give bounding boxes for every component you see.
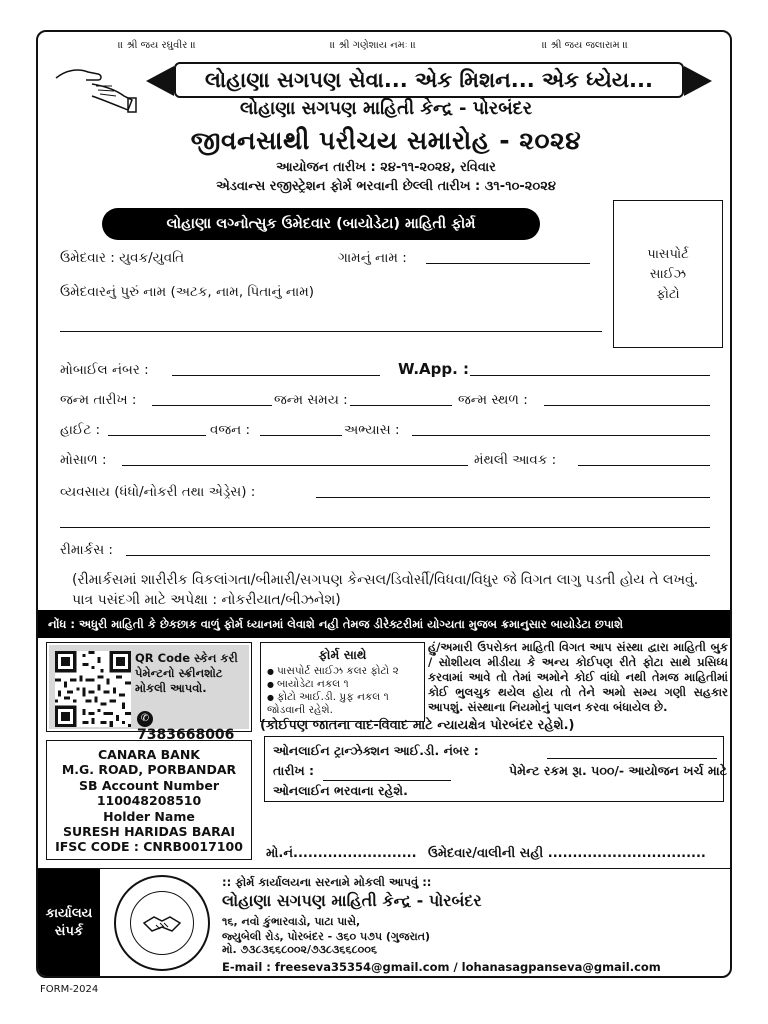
candidate-label: ઉમેદવાર : યુવક/યુવતિ [60,250,185,266]
village-field[interactable] [426,262,590,264]
whatsapp-number[interactable]: ✆7383668006 [137,713,235,743]
banner-ribbon-right [684,66,712,96]
mission-banner [146,62,716,100]
birth-place-field[interactable] [544,404,710,406]
bank-branch: M.G. ROAD, PORBANDAR [61,762,237,778]
qr-code-icon[interactable] [55,651,131,727]
event-title: જીવનસાથી પરીચય સમારોહ - ૨૦૨૪ [190,126,582,155]
documents-box [260,642,425,722]
account-number: 110048208510 [96,793,202,809]
full-name-label: ઉમેદવારનું પુરું નામ (અટક, નામ, પિતાનું નામ) [60,284,315,300]
blessing-center: ॥ શ્રી ગણેશાય નમઃ ॥ [330,40,417,51]
declaration-text: હું/અમારી ઉપરોક્ત માહિતી વિગત આપ સંસ્થા દ્વારા માહિતી બુક / સોશીયલ મીડીયા કે અન્ય કોઈપણ રીતે ફોટા સાથે પ્રસિધ્ધ કરવામાં આવે તો તેમાં અમોને કોઈ વાંધો નથી તેમજ માહિતીમાં કોઈ ભુલચુક થયેલ હોય તો તેને અમો સમ્ય ગણી સહકાર આપશું. સંસ્થાના નિયમોનું પાલન કરવા બંધાયેલ છે. [428,640,728,714]
remarks-label: રીમાર્કસ : [60,542,113,558]
transaction-date-field[interactable] [323,779,451,781]
organization-name: લોહાણા સગપણ માહિતી કેન્દ્ર - પોરબંદર [239,98,533,119]
wapp-label: W.App. : [398,360,470,378]
holder-label: Holder Name [103,808,195,824]
office-contact-footer [38,868,732,978]
transaction-box [264,736,728,802]
birth-date-label: જન્મ તારીખ : [60,392,137,408]
remarks-field[interactable] [126,554,710,556]
photo-label-1: પાસપોર્ટ [647,247,689,262]
photo-label-2: સાઈઝ [649,267,687,282]
income-field[interactable] [578,464,710,466]
birth-time-field[interactable] [350,404,452,406]
event-date: આયોજન તારીખ : ૨૪-૧૧-૨૦૨૪, રવિવાર [276,160,496,175]
blessing-right: ॥ શ્રી જય જલારામ ॥ [542,40,629,51]
bank-details-box [46,740,252,860]
office-phones[interactable]: મો. ૭૩૮૩૬૬૮૦૦૨/૭૩૮૩૬૬૮૦૦૬ [222,943,378,956]
full-name-field[interactable] [60,330,602,332]
list-item: ● ફોટો આઈ.ડી. પ્રુફ નકલ ૧ જોડવાની રહેશે. [267,691,424,717]
form-heading: લોહાણા લગ્નોત્સુક ઉમેદવાર (બાયોડેટા) માહિતી ફોર્મ [102,208,540,240]
remarks-note: (રીમાર્કસમાં શારીરીક વિકલાંગતા/બીમારી/સગપણ કેન્સલ/ડિવોર્સી/વિધવા/વિધુર જે વિગત લાગુ પડતી હોય તે લખવું. પાત્ર પસંદગી માટે અપેક્ષા : નોકરીયાત/બીઝનેશ) [72,572,699,608]
form-frame [36,30,732,978]
send-form-note: :: ફોર્મ કાર્યાલયના સરનામે મોકલી આપવું :: [222,875,432,889]
height-field[interactable] [108,434,206,436]
occupation-label: વ્યવસાય (ધંધો/નોકરી તથા એડ્રેસ) : [60,484,256,500]
mosal-label: મોસાળ : [60,452,107,468]
documents-title: ફોર્મ સાથે [318,647,367,662]
signature-line: ઉમેદવાર/વાલીની સહી ................................ [428,846,706,861]
qr-instructions: QR Code સ્કેન કરી પેમેન્ટનો સ્ક્રીનશોટ મોકલી આપવો. [135,651,238,695]
village-label: ગામનું નામ : [338,250,407,266]
list-item: ● બાયોડેટા નકલ ૧ [267,678,424,691]
documents-list [261,665,424,717]
birth-time-label: જન્મ સમય : [274,392,348,408]
payment-amount-text: પેમેન્ટ રકમ રૂા. ૫૦૦/- આયોજન ખર્ચ માટે [509,763,728,778]
education-field[interactable] [412,434,710,436]
transaction-date-label: તારીખ : [273,763,315,778]
mosal-field[interactable] [122,464,468,466]
bank-name: CANARA BANK [98,747,200,762]
ifsc-code: IFSC CODE : CNRB0017100 [55,839,243,855]
income-label: મંથલી આવક : [474,452,557,468]
blessing-left: ॥ શ્રી જય રઘુવીર ॥ [118,40,196,51]
mobile-label: મોબાઈલ નંબર : [60,362,149,378]
list-item: ● પાસપોર્ટ સાઈઝ કલર ફોટો ૨ [267,665,424,678]
online-payment-text: ઓનલાઈન ભરવાના રહેશે. [273,783,408,798]
whatsapp-icon: ✆ [137,711,153,727]
office-name: લોહાણા સગપણ માહિતી કેન્દ્ર - પોરબંદર [222,891,482,910]
transaction-id-label: ઓનલાઈન ટ્રાન્ઝેક્શન આઈ.ડી. નંબર : [273,743,479,758]
birth-place-label: જન્મ સ્થળ : [458,392,528,408]
occupation-field[interactable] [316,496,710,498]
mobile-field[interactable] [172,374,380,376]
blessings-row [38,40,730,54]
weight-field[interactable] [260,434,342,436]
organization-seal-icon [114,875,210,971]
form-code: FORM-2024 [40,984,99,995]
height-label: હાઈટ : [60,422,101,438]
banner-ribbon-left [146,66,174,96]
holder-name: SURESH HARIDAS BARAI [62,824,236,840]
registration-deadline: એડવાન્સ રજીસ્ટ્રેશન ફોર્મ ભરવાની છેલ્લી તારીખ : ૩૧-૧૦-૨૦૨૪ [216,179,556,194]
handshake-icon [142,907,182,937]
banner-text: લોહાણા સગપણ સેવા... એક મિશન... એક ધ્યેય... [174,62,684,98]
office-address-1: ૧૬, નવો કુંભારવાડો, પાટા પાસે, [222,915,361,928]
signature-mobile: મો.નં......................... [266,846,417,861]
office-contact-label: કાર્યાલય સંપર્ક [38,869,100,978]
important-note-bar: નોંધ : અધુરી માહિતી કે છેકછાક વાળું ફોર્મ ધ્યાનમાં લેવાશે નહી તેમજ ડીરેક્ટરીમાં યોગ્યતા મુજબ ક્રમાનુસાર બાયોડેટા છપાશે [38,610,732,638]
office-address-2: જ્યુબેલી રોડ, પોરબંદર - ૩૬૦ ૫૭૫ (ગુજરાત) [222,930,431,943]
wapp-field[interactable] [470,374,710,376]
birth-date-field[interactable] [152,404,272,406]
passport-photo-box [613,200,723,348]
transaction-id-field[interactable] [547,757,717,759]
photo-label-3: ફોટો [656,287,680,302]
occupation-field-line-2[interactable] [60,526,710,528]
account-label: SB Account Number [78,777,220,793]
education-label: અભ્યાસ : [344,422,400,438]
weight-label: વજન : [210,422,251,438]
jurisdiction-note: (કોઈપણ જાતના વાદ-વિવાદ માટે ન્યાયક્ષેત્ર પોરબંદર રહેશે.) [260,718,575,733]
qr-payment-box [46,642,252,743]
office-email[interactable]: E-mail : freeseva35354@gmail.com / lohanasagpanseva@gmail.com [222,960,661,974]
